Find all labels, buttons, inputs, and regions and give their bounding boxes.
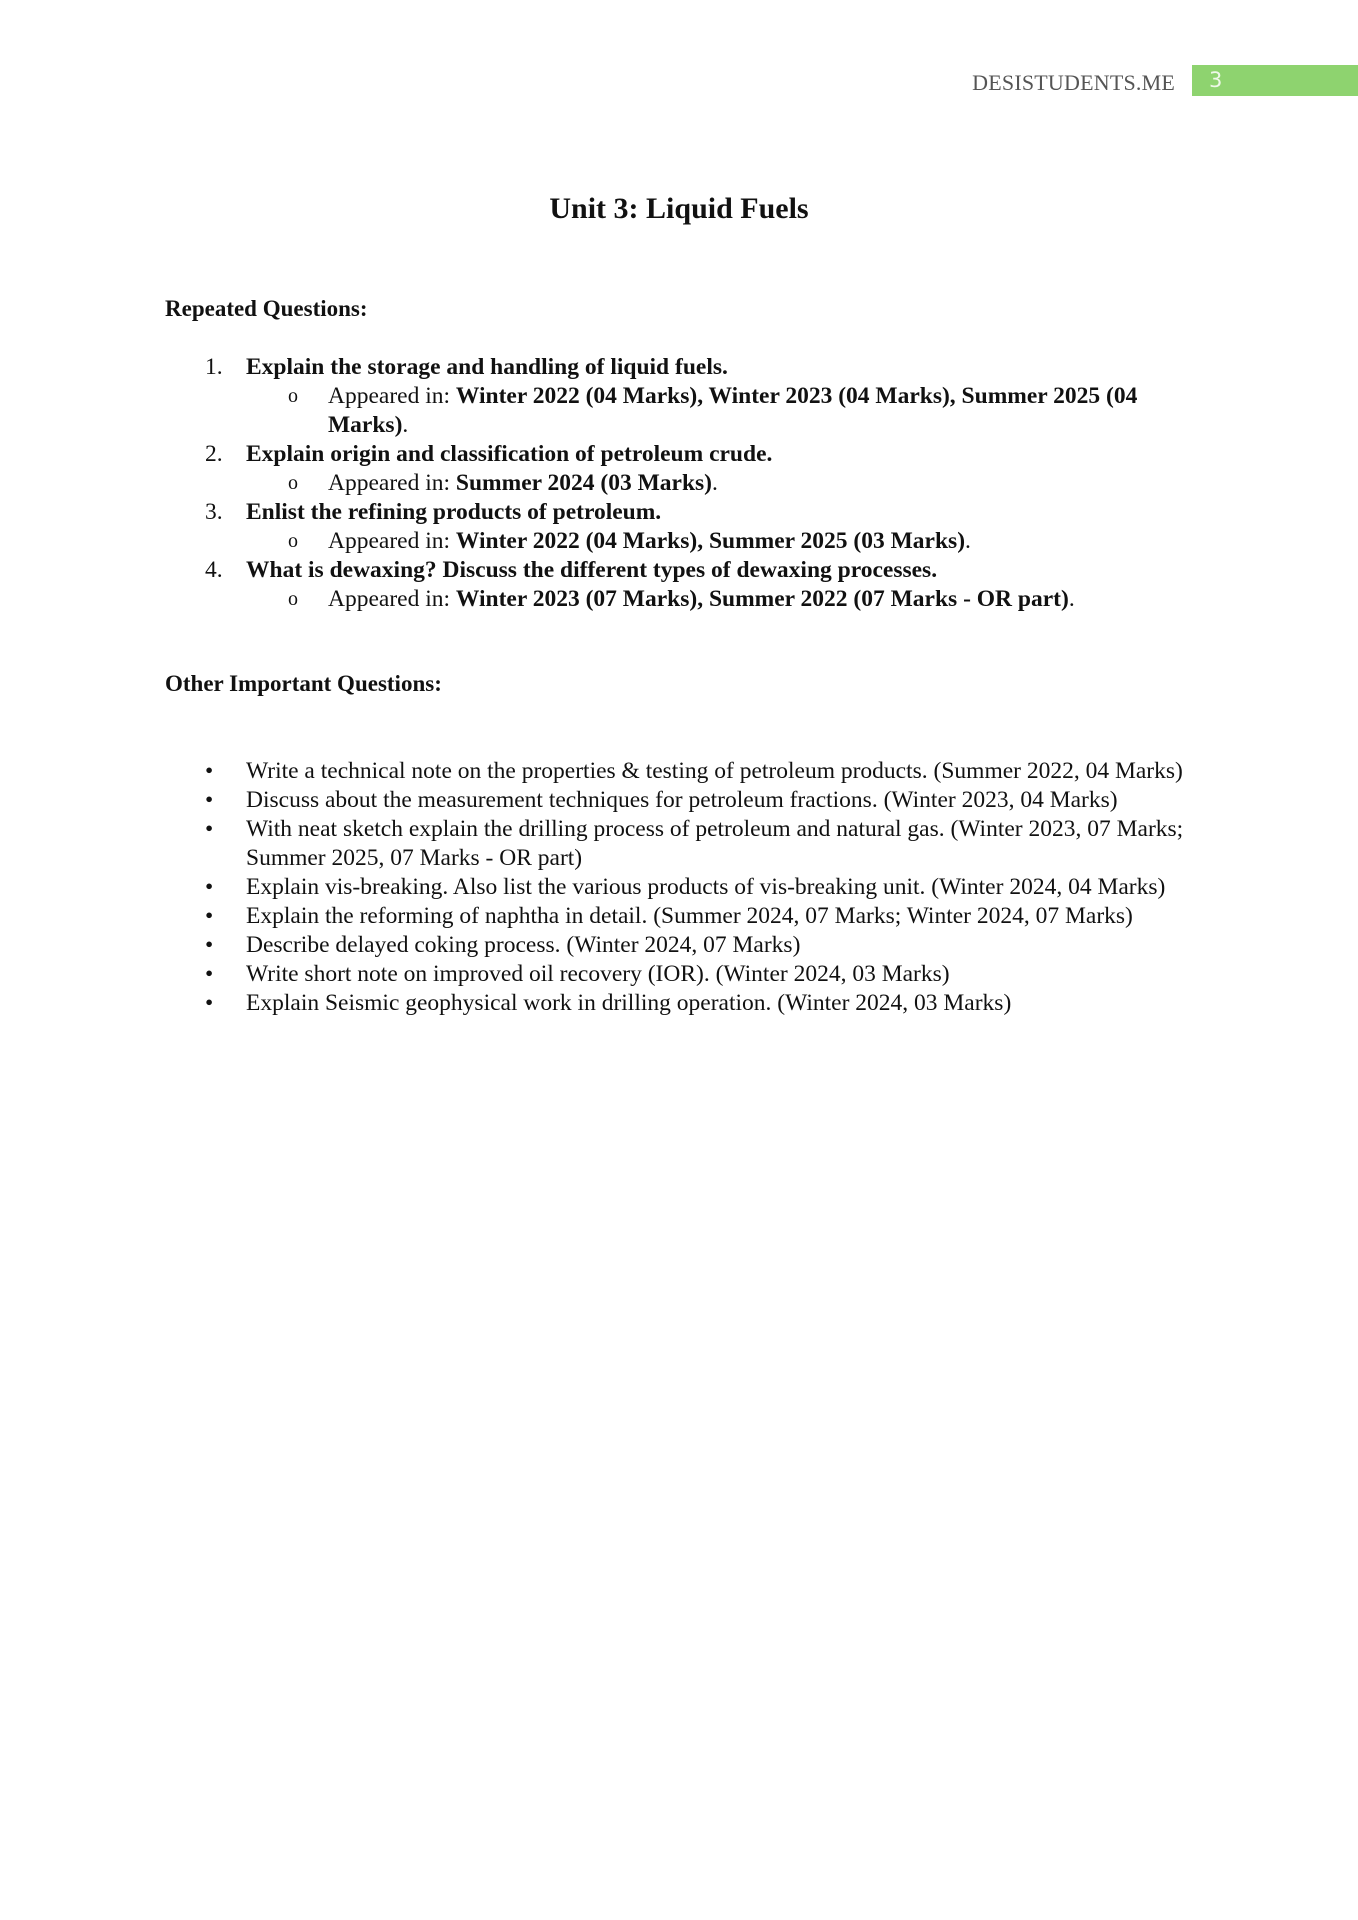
list-item xyxy=(165,902,1185,931)
question-text: Explain origin and classification of petroleum crude. xyxy=(246,441,773,467)
other-questions-list xyxy=(165,757,1185,1018)
bullet-icon: • xyxy=(205,874,214,900)
page-number-badge: 3 xyxy=(1192,65,1358,96)
circle-bullet-icon: o xyxy=(288,385,298,407)
bullet-icon: • xyxy=(205,961,214,987)
question-item xyxy=(165,556,1185,585)
appeared-in-line xyxy=(165,382,1185,440)
bullet-icon: • xyxy=(205,903,214,929)
list-item xyxy=(165,960,1185,989)
question-text: Explain the reforming of naphtha in detail. (Summer 2024, 07 Marks; Winter 2024, 07 Marks) xyxy=(246,903,1133,929)
appeared-exams: Winter 2023 (07 Marks), Summer 2022 (07 Marks - OR part) xyxy=(455,586,1069,612)
question-text: Explain vis-breaking. Also list the various products of vis-breaking unit. (Winter 2024, 04 Marks) xyxy=(246,874,1166,900)
list-item xyxy=(165,757,1185,786)
period: . xyxy=(712,470,718,496)
question-text: With neat sketch explain the drilling process of petroleum and natural gas. (Winter 2023, 07 Marks; Summer 2025, 07 Marks - OR part) xyxy=(246,816,1184,871)
appeared-label: Appeared in: xyxy=(328,470,456,496)
question-text: Discuss about the measurement techniques for petroleum fractions. (Winter 2023, 04 Marks) xyxy=(246,787,1118,813)
list-item xyxy=(165,815,1185,873)
list-item xyxy=(165,873,1185,902)
site-name: DESISTUDENTS.ME xyxy=(972,70,1175,95)
period: . xyxy=(402,412,409,438)
appeared-in-line xyxy=(165,469,1185,498)
question-text: Explain Seismic geophysical work in drilling operation. (Winter 2024, 03 Marks) xyxy=(246,990,1012,1016)
question-number: 2. xyxy=(205,441,223,467)
repeated-questions-heading: Repeated Questions: xyxy=(165,296,368,321)
circle-bullet-icon: o xyxy=(288,530,298,552)
appeared-label: Appeared in: xyxy=(328,383,456,409)
other-questions-heading: Other Important Questions: xyxy=(165,671,442,696)
list-item xyxy=(165,989,1185,1018)
circle-bullet-icon: o xyxy=(288,472,298,494)
page-title: Unit 3: Liquid Fuels xyxy=(549,192,809,225)
question-item xyxy=(165,353,1185,382)
appeared-exams: Winter 2022 (04 Marks), Summer 2025 (03 Marks) xyxy=(455,528,966,554)
question-number: 1. xyxy=(205,354,223,380)
question-text: Explain the storage and handling of liquid fuels. xyxy=(246,354,728,380)
bullet-icon: • xyxy=(205,990,214,1016)
repeated-questions-list xyxy=(165,353,1185,614)
bullet-icon: • xyxy=(205,758,214,784)
question-item xyxy=(165,440,1185,469)
list-item xyxy=(165,931,1185,960)
question-item xyxy=(165,498,1185,527)
question-text: What is dewaxing? Discuss the different types of dewaxing processes. xyxy=(246,557,938,583)
question-number: 4. xyxy=(205,557,223,583)
appeared-label: Appeared in: xyxy=(328,586,456,612)
question-number: 3. xyxy=(205,499,223,525)
bullet-icon: • xyxy=(205,787,214,813)
question-text: Write a technical note on the properties & testing of petroleum products. (Summer 2022, 04 Marks) xyxy=(246,758,1183,784)
list-item xyxy=(165,786,1185,815)
appeared-label: Appeared in: xyxy=(328,528,456,554)
appeared-exams: Winter 2022 (04 Marks), Winter 2023 (04 Marks), Summer 2025 (04 Marks) xyxy=(328,383,1138,438)
question-text: Enlist the refining products of petroleum. xyxy=(246,499,662,525)
appeared-exams: Summer 2024 (03 Marks) xyxy=(455,470,712,496)
circle-bullet-icon: o xyxy=(288,588,298,610)
appeared-in-line xyxy=(165,585,1185,614)
period: . xyxy=(965,528,971,554)
bullet-icon: • xyxy=(205,932,214,958)
bullet-icon: • xyxy=(205,816,214,842)
appeared-in-line xyxy=(165,527,1185,556)
question-text: Describe delayed coking process. (Winter 2024, 07 Marks) xyxy=(246,932,801,958)
question-text: Write short note on improved oil recovery (IOR). (Winter 2024, 03 Marks) xyxy=(246,961,950,987)
period: . xyxy=(1068,586,1075,612)
